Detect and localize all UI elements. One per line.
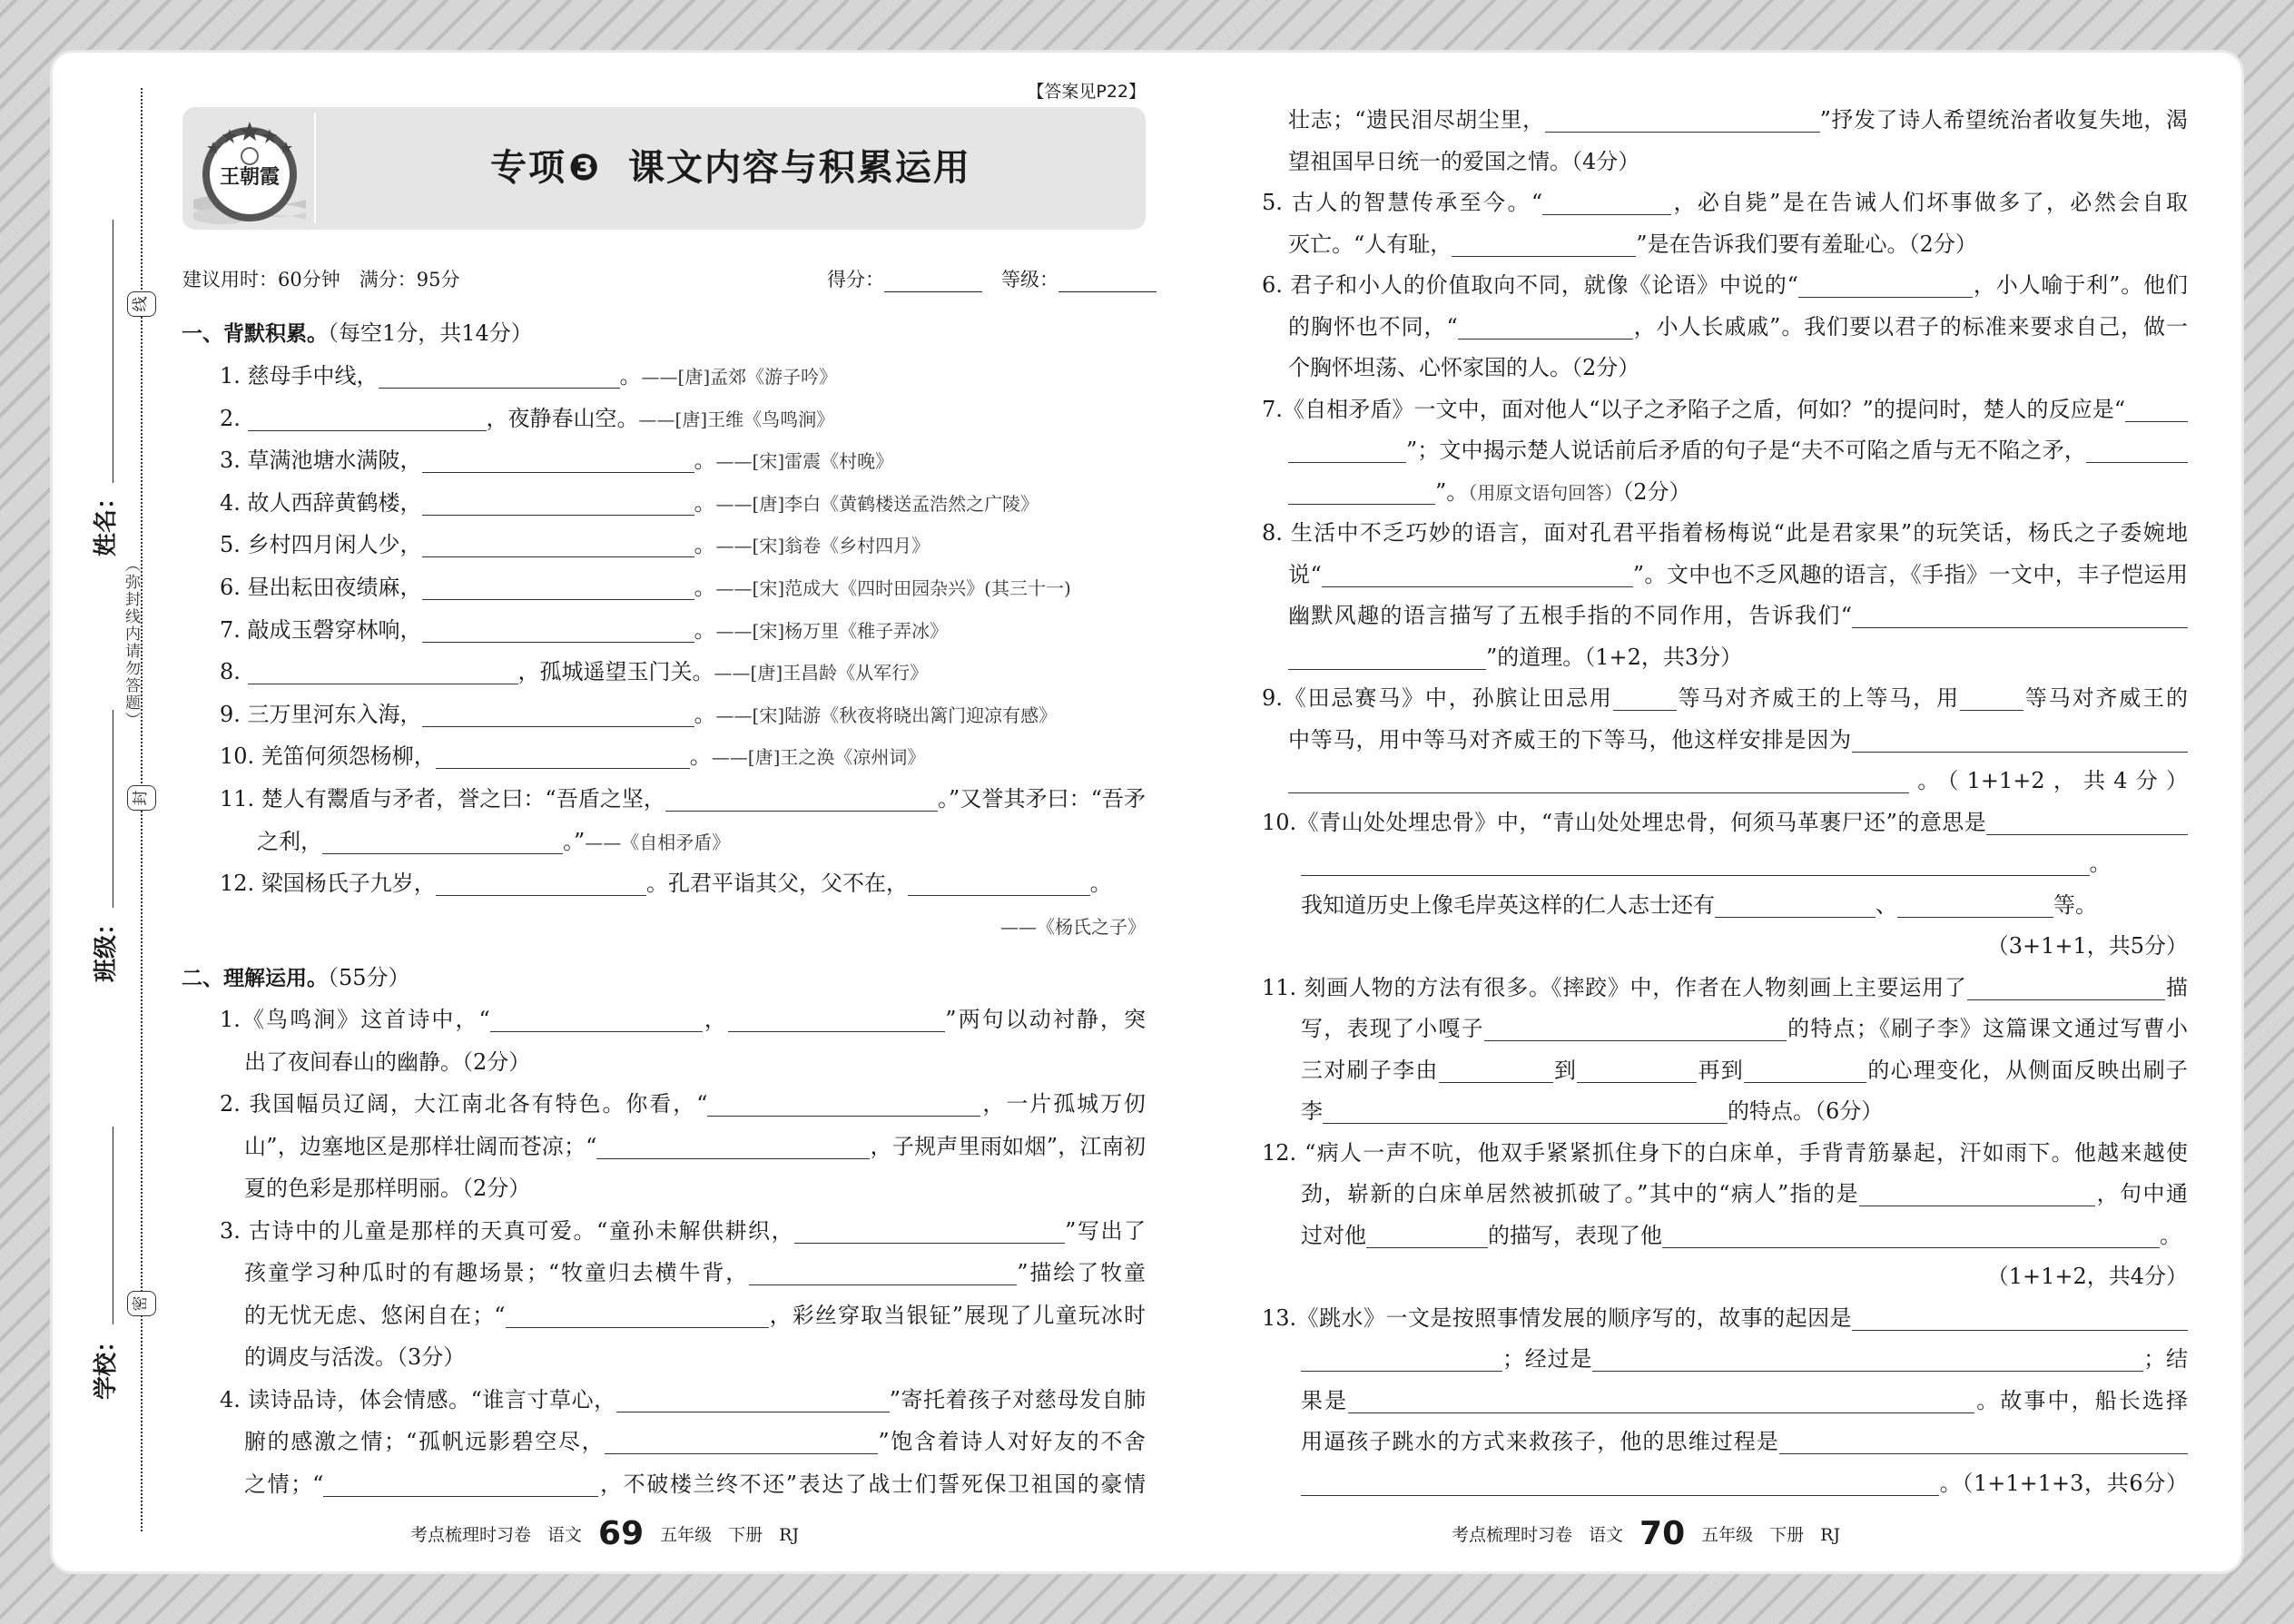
- question-text: 壮志；“遗民泪尽胡尘里，: [1288, 107, 1545, 133]
- question-line: [220, 355, 1146, 397]
- footer-volume: 下册: [1769, 1525, 1805, 1545]
- question-line: [244, 1252, 1146, 1294]
- answer-blank[interactable]: [2125, 394, 2188, 422]
- answer-blank[interactable]: [616, 1384, 890, 1412]
- name-label: 姓名：: [93, 486, 120, 557]
- source-citation: ——[宋]翁卷《乡村四月》: [715, 535, 930, 557]
- question-line: [1301, 1462, 2188, 1504]
- question-text: 11. 楚人有鬻盾与矛者，誉之曰：“吾盾之坚，: [220, 786, 665, 812]
- page-number: 69: [598, 1515, 645, 1552]
- question-text: 、: [1876, 891, 1897, 918]
- question-text: 1.《鸟鸣涧》这首诗中，“: [220, 1007, 490, 1032]
- question-text: 孩童学习种瓜时的有趣场景；“牧童归去横牛背，: [244, 1260, 750, 1285]
- question-text: 李: [1301, 1098, 1323, 1124]
- question-text: 的无忧无虑、悠闲自在；“: [244, 1302, 506, 1328]
- question-line: [244, 1463, 1146, 1505]
- question-line: [220, 1083, 1146, 1125]
- question-text: 果是: [1301, 1387, 1349, 1413]
- question-line: [1288, 760, 2188, 802]
- footer-series: 考点梳理时习卷: [410, 1525, 532, 1545]
- question-line: [220, 735, 1146, 777]
- question-text: 3. 古诗中的儿童是那样的天真可爱。“童孙未解供耕织，: [220, 1217, 795, 1244]
- answer-blank[interactable]: [2086, 435, 2188, 463]
- answer-blank[interactable]: [1452, 229, 1636, 257]
- question-line: [1262, 512, 2188, 554]
- question-text: 12. 梁国杨氏子九岁，: [220, 871, 436, 897]
- question-line: [1301, 1049, 2188, 1091]
- question-line: [1301, 1255, 2188, 1297]
- answer-blank[interactable]: [506, 1300, 769, 1328]
- answer-blank[interactable]: [1715, 890, 1876, 918]
- seal-note: （弥封线内请勿答题）: [122, 556, 140, 729]
- answer-blank[interactable]: [1458, 311, 1633, 340]
- question-text: 13.《跳水》一文是按照事情发展的顺序写的，故事的起因是: [1262, 1304, 1852, 1331]
- class-label: 班级：: [93, 911, 120, 983]
- answer-blank[interactable]: [749, 1257, 1017, 1285]
- question-text: 。: [694, 448, 716, 474]
- question-text: 1. 慈母手中线，: [220, 363, 379, 389]
- question-text: 中等马，用中等马对齐威王的下等马，他这样安排是因为: [1288, 726, 1852, 753]
- question-line: [244, 1294, 1146, 1336]
- question-line: [244, 1041, 1146, 1083]
- answer-blank[interactable]: [1960, 683, 2023, 711]
- exam-info: [182, 265, 459, 292]
- question-text: 10. 羌笛何须怨杨柳，: [220, 743, 436, 770]
- question-line: [220, 566, 1146, 608]
- question-text: （每空1分，共14分）: [328, 320, 533, 346]
- footer-subject: 语文: [1589, 1525, 1624, 1545]
- answer-blank[interactable]: [1852, 600, 2188, 628]
- question-text: ”写出了: [1065, 1217, 1146, 1244]
- question-text: 9.《田忌赛马》中，孙膑让田忌用: [1262, 685, 1613, 711]
- question-line: [1288, 636, 2188, 678]
- question-text: 再到: [1697, 1057, 1745, 1083]
- answer-blank[interactable]: [1852, 1303, 2188, 1331]
- source-citation: ——[唐]李白《黄鹤楼送孟浩然之广陵》: [715, 492, 1039, 515]
- question-text: 过对他: [1301, 1222, 1366, 1248]
- question-text: 之情；“: [244, 1471, 324, 1497]
- answer-blank[interactable]: [422, 529, 694, 557]
- answer-blank[interactable]: [422, 572, 694, 600]
- question-text: 个胸怀坦荡、心怀家国的人。（2分）: [1288, 355, 1640, 380]
- question-line: [1301, 842, 2188, 884]
- question-line: [1301, 1008, 2188, 1049]
- footer-grade: 五年级: [1701, 1525, 1754, 1545]
- question-text: 描: [2165, 974, 2189, 1000]
- question-text: ”的道理。（1+2，共3分）: [1486, 644, 1743, 670]
- question-text: 。: [694, 701, 716, 727]
- question-line: [1288, 306, 2188, 348]
- source-citation: ——《杨氏之子》: [1000, 915, 1146, 938]
- school-label: 学校：: [93, 1329, 120, 1401]
- seal-mark-secret: 密: [127, 1291, 156, 1316]
- source-citation: （用原文语句回答）: [1468, 481, 1623, 504]
- question-line: [1301, 1421, 2188, 1462]
- question-text: ，夜静春山空。: [486, 405, 639, 431]
- question-text: 灭亡。“人有耻，: [1288, 231, 1452, 257]
- question-line: [1262, 182, 2188, 223]
- question-text: 。: [689, 743, 712, 770]
- grade-field[interactable]: [1058, 271, 1157, 292]
- answer-blank[interactable]: [1484, 1013, 1787, 1041]
- question-text: 6. 君子和小人的价值取向不同，就像《论语》中说的“: [1262, 272, 1798, 298]
- question-text: 。: [694, 616, 716, 643]
- question-text: 。: [694, 489, 716, 516]
- question-line: [257, 821, 1146, 862]
- question-line: [220, 999, 1146, 1040]
- question-text: 。故事中，船长选择: [1974, 1387, 2189, 1413]
- answer-blank[interactable]: [1592, 1343, 2143, 1372]
- score-label: 得分：: [827, 269, 884, 290]
- question-line: [244, 1126, 1146, 1167]
- question-text: 的调皮与活泼。（3分）: [244, 1344, 466, 1370]
- answer-blank[interactable]: [1859, 1178, 2095, 1206]
- question-text: 。孔君平诣其父，父不在，: [645, 871, 908, 897]
- answer-blank[interactable]: [1798, 270, 1973, 298]
- section-heading: 二、理解运用。: [182, 967, 328, 990]
- answer-blank[interactable]: [422, 487, 694, 516]
- question-text: 望祖国早日统一的爱国之情。（4分）: [1288, 148, 1640, 174]
- question-text: 12. “病人一声不吭，他双手紧紧抓住身下的白床单，手背青筋暴起，汗如雨下。他越来越使: [1262, 1139, 2188, 1166]
- answer-blank[interactable]: [1613, 683, 1677, 711]
- question-text: 的心理变化，从侧面反映出刷子: [1866, 1057, 2189, 1083]
- question-text: 7. 敲成玉磬穿林响，: [220, 616, 422, 643]
- source-citation: ——[唐]王之涣《凉州词》: [711, 746, 926, 769]
- answer-blank[interactable]: [908, 868, 1090, 896]
- answer-blank[interactable]: [1779, 1426, 2188, 1454]
- question-text: 的描写，表现了他: [1488, 1222, 1662, 1248]
- question-text: ，句中通: [2095, 1181, 2189, 1206]
- answer-blank[interactable]: [323, 1469, 598, 1497]
- question-text: 8.: [220, 659, 248, 685]
- question-line: [244, 1421, 1146, 1462]
- question-line: [1262, 1132, 2188, 1174]
- question-text: 用逼孩子跳水的方式来救孩子，他的思维过程是: [1301, 1429, 1779, 1454]
- answer-blank[interactable]: [1662, 1220, 2160, 1248]
- question-text: 4. 故人西辞黄鹤楼，: [220, 489, 422, 516]
- question-text: 三对刷子李由: [1301, 1057, 1439, 1083]
- page-number: 70: [1639, 1515, 1686, 1552]
- question-text: ”寄托着孩子对慈母发自肺: [889, 1386, 1146, 1412]
- question-line: [1301, 1338, 2188, 1380]
- question-text: 10.《青山处处埋忠骨》中，“青山处处埋忠骨，何须马革裹尸还”的意思是: [1262, 809, 1987, 835]
- question-line: [220, 524, 1146, 566]
- question-line: [1301, 1215, 2188, 1256]
- answer-blank[interactable]: [1323, 1096, 1728, 1124]
- question-text: ，一片孤城万仞: [980, 1091, 1147, 1117]
- question-text: 之利，: [257, 828, 322, 854]
- footer-series: 考点梳理时习卷: [1452, 1525, 1573, 1545]
- answer-blank[interactable]: [1542, 187, 1671, 215]
- question-text: 出了夜间春山的幽静。（2分）: [244, 1048, 531, 1075]
- publisher-logo-icon: [190, 109, 310, 229]
- source-citation: ——[宋]雷震《村晚》: [715, 450, 894, 473]
- question-line: [244, 1167, 1146, 1209]
- question-line: [220, 609, 1146, 651]
- question-text: 山”，边塞地区是那样壮阔而苍凉；“: [244, 1133, 597, 1159]
- answer-blank[interactable]: [436, 868, 646, 896]
- question-text: 。”: [563, 828, 586, 854]
- question-line: [220, 651, 1146, 693]
- question-text: 。（1+1+1+3，共6分）: [1939, 1470, 2188, 1496]
- question-text: 到: [1552, 1057, 1578, 1083]
- source-citation: ——[宋]范成大《四时田园杂兴》(其三十一): [715, 577, 1071, 599]
- question-text: 的特点。（6分）: [1728, 1098, 1884, 1124]
- question-text: ，彩丝穿取当银钲”展现了儿童玩冰时: [768, 1302, 1146, 1328]
- question-line: [220, 1210, 1146, 1252]
- seal-mark-seal: 封: [127, 785, 156, 811]
- question-line: [1288, 347, 2188, 389]
- question-text: 11. 刻画人物的方法有很多。《摔跤》中，作者在人物刻画上主要运用了: [1262, 974, 1967, 1000]
- answer-blank[interactable]: [1322, 559, 1633, 587]
- question-line: [220, 1379, 1146, 1421]
- answer-blank[interactable]: [1366, 1220, 1488, 1248]
- section-header: [182, 107, 1146, 230]
- question-text: 幽默风趣的语言描写了五根手指的不同作用，告诉我们“: [1288, 603, 1852, 628]
- question-text: ；结: [2143, 1346, 2189, 1372]
- question-text: 6. 昼出耘田夜绩麻，: [220, 575, 422, 600]
- answer-blank[interactable]: [1967, 972, 2166, 1000]
- suggested-time: 建议用时：60分钟: [182, 269, 340, 290]
- grade-label: 等级：: [1001, 269, 1058, 290]
- answer-blank[interactable]: [422, 445, 694, 473]
- question-text: 的胸怀也不同，“: [1288, 313, 1458, 340]
- question-text: 写，表现了小嘎子: [1301, 1016, 1484, 1041]
- answer-blank[interactable]: [605, 1426, 878, 1454]
- question-line: [1301, 925, 2188, 967]
- question-line: [220, 694, 1146, 735]
- answer-blank[interactable]: [422, 699, 694, 727]
- question-text: （3+1+1，共5分）: [1986, 933, 2188, 959]
- full-score: 满分：95分: [359, 269, 460, 290]
- question-line: [1262, 802, 2188, 843]
- question-text: 。: [619, 363, 642, 389]
- answer-blank[interactable]: [1301, 848, 2090, 876]
- source-citation: ——[宋]杨万里《稚子弄冰》: [715, 619, 949, 642]
- question-text: ，: [702, 1007, 728, 1032]
- question-text: 等。: [2053, 891, 2097, 918]
- question-text: 9. 三万里河东入海，: [220, 701, 422, 727]
- answer-blank[interactable]: [1348, 1385, 1974, 1413]
- question-text: ”抒发了诗人希望统治者收复失地，渴: [1819, 107, 2188, 133]
- question-text: ，不破楼兰终不还”表达了战士们誓死保卫祖国的豪情: [598, 1471, 1146, 1497]
- question-line: [220, 482, 1146, 524]
- question-line: [220, 905, 1146, 947]
- answer-blank[interactable]: [665, 783, 938, 812]
- question-text: 说“: [1288, 561, 1322, 587]
- question-line: [220, 862, 1146, 904]
- question-line: [1288, 141, 2188, 182]
- answer-blank[interactable]: [379, 360, 620, 389]
- logo-text: 王朝霞: [219, 165, 281, 189]
- question-text: 等马对齐威王的上等马，用: [1676, 685, 1960, 711]
- answer-blank[interactable]: [1852, 724, 2188, 753]
- question-text: 。: [2089, 851, 2112, 876]
- answer-blank[interactable]: [322, 826, 563, 854]
- question-line: [1288, 429, 2188, 471]
- answer-blank[interactable]: [1288, 765, 1909, 793]
- question-line: [220, 398, 1146, 439]
- question-line: [1262, 677, 2188, 719]
- answer-blank[interactable]: [1288, 435, 1406, 463]
- question-line: [220, 778, 1146, 820]
- answer-blank[interactable]: [1577, 1055, 1697, 1083]
- question-text: 3. 草满池塘水满陂，: [220, 448, 422, 474]
- question-text: 。: [2160, 1222, 2181, 1248]
- question-text: ”；文中揭示楚人说话前后矛盾的句子是“夫不可陷之盾与无不陷之矛，: [1406, 438, 2086, 463]
- question-line: [1262, 967, 2188, 1009]
- question-text: ，小人喻于利”。他们: [1972, 272, 2188, 298]
- question-line: [182, 312, 1146, 354]
- question-line: [1301, 1090, 2188, 1132]
- question-line: [1288, 719, 2188, 761]
- title-text: 课文内容与积累运用: [627, 147, 971, 189]
- question-text: 5. 古人的智慧传承至今。“: [1262, 190, 1543, 215]
- question-text: 。: [694, 575, 716, 600]
- question-text: ，必自毙”是在告诫人们坏事做多了，必然会自取: [1671, 190, 2188, 215]
- question-line: [182, 957, 1146, 999]
- question-text: 等马对齐威王的: [2023, 685, 2189, 711]
- question-line: [220, 439, 1146, 481]
- question-text: 。: [1089, 871, 1112, 897]
- question-text: ；经过是: [1502, 1346, 1593, 1372]
- title-prefix: 专项: [490, 147, 567, 189]
- source-citation: ——[宋]陆游《秋夜将晓出篱门迎凉有感》: [715, 704, 1058, 726]
- answer-blank[interactable]: [1986, 807, 2188, 835]
- seal-mark-line: 线: [127, 291, 156, 317]
- answer-blank[interactable]: [1744, 1055, 1866, 1083]
- question-text: 。（1+1+2，共4分）: [1909, 768, 2188, 793]
- question-text: ”饱含着诗人对好友的不舍: [878, 1429, 1146, 1454]
- question-text: （55分）: [328, 965, 410, 990]
- answer-blank[interactable]: [794, 1216, 1065, 1244]
- footer-edition: RJ: [1820, 1525, 1841, 1545]
- answer-blank[interactable]: [1439, 1055, 1553, 1083]
- answer-blank[interactable]: [728, 1004, 945, 1032]
- footer-subject: 语文: [547, 1525, 583, 1545]
- question-line: [1288, 595, 2188, 636]
- question-line: [1288, 471, 2188, 513]
- title-number: ❸: [568, 147, 601, 189]
- answer-reference: 【答案见P22】: [1027, 82, 1146, 102]
- answer-blank[interactable]: [436, 741, 690, 769]
- question-text: ”是在告诉我们要有羞耻心。（2分）: [1636, 231, 1977, 257]
- source-citation: ——[唐]王维《鸟鸣涧》: [638, 408, 835, 430]
- question-text: ，小人长戚戚”。我们要以君子的标准来要求自己，做一: [1632, 313, 2188, 340]
- answer-blank[interactable]: [1288, 477, 1435, 505]
- question-line: [1301, 1173, 2188, 1215]
- answer-blank[interactable]: [248, 656, 518, 684]
- question-line: [1301, 884, 2188, 926]
- answer-blank[interactable]: [596, 1131, 870, 1159]
- source-citation: ——[唐]孟郊《游子吟》: [641, 366, 838, 388]
- answer-blank[interactable]: [1301, 1468, 1939, 1496]
- answer-blank[interactable]: [1288, 642, 1486, 670]
- answer-blank[interactable]: [1897, 890, 2053, 918]
- answer-blank[interactable]: [707, 1088, 980, 1117]
- answer-blank[interactable]: [1545, 104, 1820, 133]
- question-line: [1262, 389, 2188, 430]
- question-text: ，孤城遥望玉门关。: [517, 659, 714, 685]
- question-line: [1288, 223, 2188, 265]
- question-text: 。”又誉其矛曰：“吾矛: [937, 786, 1146, 812]
- question-text: ”描绘了牧童: [1017, 1260, 1146, 1285]
- question-text: 。: [694, 532, 716, 558]
- footer-volume: 下册: [728, 1525, 763, 1545]
- question-line: [1262, 1297, 2188, 1339]
- question-text: 4. 读诗品诗，体会情感。“谁言寸草心，: [220, 1386, 616, 1412]
- question-text: 的特点；《刷子李》这篇课文通过写曹小: [1786, 1016, 2189, 1041]
- footer-edition: RJ: [779, 1525, 800, 1545]
- question-text: ”两句以动衬静，突: [945, 1007, 1147, 1032]
- footer-left: [402, 1514, 807, 1554]
- question-text: ”。文中也不乏风趣的语言，《手指》一文中，丰子恺运用: [1632, 561, 2188, 587]
- question-text: 8. 生活中不乏巧妙的语言，面对孔君平指着杨梅说“此是君家果”的玩笑话，杨氏之子委婉地: [1262, 520, 2188, 546]
- footer-right: [1443, 1514, 1848, 1554]
- score-field[interactable]: [884, 271, 982, 292]
- question-text: 5. 乡村四月闲人少，: [220, 532, 422, 558]
- answer-blank[interactable]: [490, 1004, 703, 1032]
- question-text: （2分）: [1622, 478, 1691, 505]
- question-text: 2. 我国幅员辽阔，大江南北各有特色。你看，“: [220, 1091, 708, 1117]
- question-text: 我知道历史上像毛岸英这样的仁人志士还有: [1301, 891, 1715, 918]
- answer-blank[interactable]: [422, 615, 694, 643]
- source-citation: ——《自相矛盾》: [585, 831, 731, 853]
- section-heading: 一、背默积累。: [182, 322, 328, 346]
- question-line: [1262, 264, 2188, 306]
- question-text: 7.《自相矛盾》一文中，面对他人“以子之矛陷子之盾，何如？”的提问时，楚人的反应是“: [1262, 396, 2126, 422]
- question-text: 2.: [220, 405, 248, 431]
- footer-grade: 五年级: [660, 1525, 713, 1545]
- question-text: 夏的色彩是那样明丽。（2分）: [244, 1176, 531, 1201]
- question-line: [1301, 1380, 2188, 1422]
- question-text: ”。: [1435, 478, 1469, 505]
- score-grade: [827, 265, 1157, 292]
- question-text: 劲，崭新的白床单居然被抓破了。”其中的“病人”指的是: [1301, 1181, 1860, 1206]
- source-citation: ——[唐]王昌龄《从军行》: [714, 662, 929, 684]
- question-text: ，子规声里雨如烟”，江南初: [870, 1133, 1146, 1159]
- question-line: [244, 1336, 1146, 1378]
- question-text: 腑的感激之情；“孤帆远影碧空尽，: [244, 1429, 605, 1454]
- question-text: （1+1+2，共4分）: [1986, 1264, 2188, 1289]
- question-line: [1288, 554, 2188, 595]
- answer-blank[interactable]: [1301, 1343, 1502, 1372]
- page-title: [316, 107, 1146, 230]
- answer-blank[interactable]: [248, 403, 487, 431]
- question-line: [1288, 99, 2188, 141]
